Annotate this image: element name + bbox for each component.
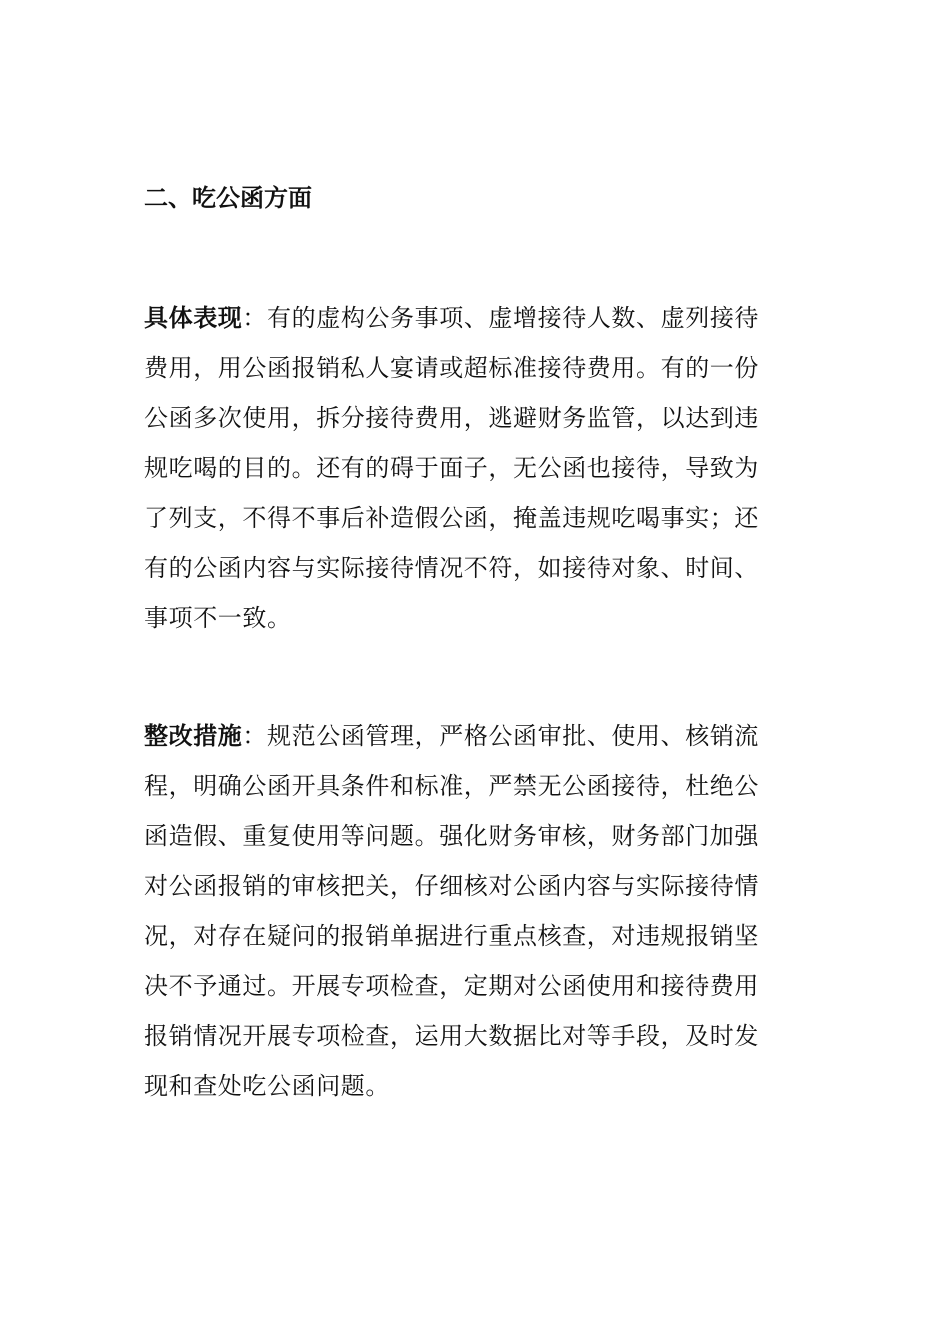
rectification-paragraph xyxy=(144,711,784,1111)
paragraph-line: 现和查处吃公函问题。 xyxy=(144,1072,390,1100)
paragraph-line: 报销情况开展专项检查，运用大数据比对等手段，及时发 xyxy=(144,1022,759,1050)
paragraph-line: 决不予通过。开展专项检查，定期对公函使用和接待费用 xyxy=(144,972,759,1000)
paragraph-line: 了列支，不得不事后补造假公函，掩盖违规吃喝事实；还 xyxy=(144,504,759,532)
rectification-lead-label: 整改措施 xyxy=(144,722,243,750)
paragraph-line: 规吃喝的目的。还有的碍于面子，无公函也接待，导致为 xyxy=(144,454,759,482)
paragraph-line-text: 有的虚构公务事项、虚增接待人数、虚列接待 xyxy=(267,304,760,332)
paragraph-line: 对公函报销的审核把关，仔细核对公函内容与实际接待情 xyxy=(144,872,759,900)
paragraph-line: 事项不一致。 xyxy=(144,604,292,632)
performance-paragraph xyxy=(144,293,784,643)
lead-separator: ： xyxy=(242,722,268,750)
paragraph-line xyxy=(144,293,784,343)
performance-lead-label: 具体表现 xyxy=(144,304,243,332)
paragraph-line: 况，对存在疑问的报销单据进行重点核查，对违规报销坚 xyxy=(144,922,759,950)
paragraph-line: 程，明确公函开具条件和标准，严禁无公函接待，杜绝公 xyxy=(144,772,759,800)
section-heading: 二、吃公函方面 xyxy=(144,184,312,212)
paragraph-line: 费用，用公函报销私人宴请或超标准接待费用。有的一份 xyxy=(144,354,759,382)
paragraph-line xyxy=(144,711,784,761)
paragraph-line: 公函多次使用，拆分接待费用，逃避财务监管，以达到违 xyxy=(144,404,759,432)
paragraph-line: 函造假、重复使用等问题。强化财务审核，财务部门加强 xyxy=(144,822,759,850)
paragraph-line: 有的公函内容与实际接待情况不符，如接待对象、时间、 xyxy=(144,554,759,582)
lead-separator: ： xyxy=(242,304,268,332)
paragraph-line-text: 规范公函管理，严格公函审批、使用、核销流 xyxy=(267,722,760,750)
